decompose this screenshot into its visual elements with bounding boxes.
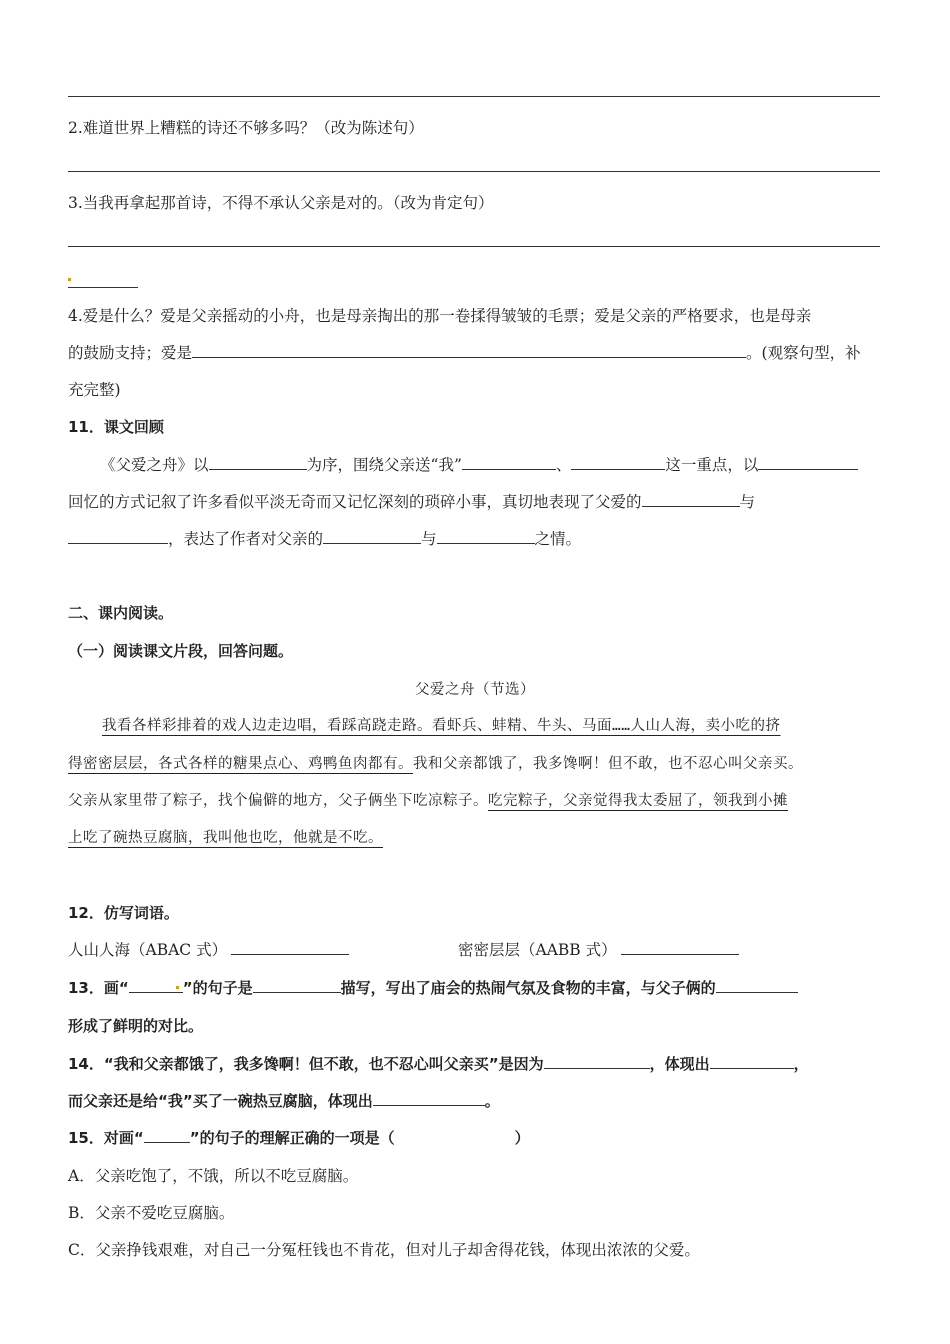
passage-sentence: 父亲从家里带了粽子，找个偏僻的地方，父子俩坐下吃凉粽子。 <box>68 793 488 809</box>
question-3: 3.当我再拿起那首诗，不得不承认父亲是对的。（改为肯定句） <box>68 194 494 212</box>
part-1-heading: （一）阅读课文片段，回答问题。 <box>68 642 294 660</box>
q15-text-c: ） <box>514 1129 530 1147</box>
marker-dot <box>176 986 179 989</box>
passage-underlined-sentence: 得密密层层，各式各样的糖果点心、鸡鸭鱼肉都有。 <box>68 756 413 772</box>
passage-line-2 <box>68 752 803 773</box>
q13-text-a: 13．画“ <box>68 979 129 997</box>
q15-text-b: ”的句子的理解正确的一项是（ <box>189 1129 395 1147</box>
q14-text-b: ，体现出 <box>649 1055 710 1073</box>
q11-text-2: 为序，围绕父亲送“我” <box>306 456 462 474</box>
question-15-title <box>68 1127 530 1148</box>
question-4-line3: 充完整) <box>68 381 121 399</box>
fill-blank[interactable] <box>437 529 535 544</box>
q13-text-b: ”的句子是 <box>182 979 253 997</box>
section-2-heading: 二、课内阅读。 <box>68 604 174 622</box>
question-4-text: 的鼓励支持；爱是 <box>68 344 193 362</box>
q11-text-5: 回忆的方式记叙了许多看似平淡无奇而又记忆深刻的琐碎小事，真切地表现了父爱的 <box>68 493 642 511</box>
question-4-line1: 4.爱是什么？爱是父亲摇动的小舟，也是母亲掏出的那一卷揉得皱皱的毛票；爱是父亲的严格要求，也是母亲 <box>68 307 812 325</box>
q11-text-1: 《父爱之舟》以 <box>100 456 209 474</box>
fill-blank[interactable] <box>758 455 858 470</box>
question-2: 2.难道世界上糟糕的诗还不够多吗？（改为陈述句） <box>68 119 424 137</box>
q13-text-c: 描写，写出了庙会的热闹气氛及食物的丰富，与父子俩的 <box>340 979 716 997</box>
q11-text-3: 、 <box>555 456 572 474</box>
fill-blank[interactable] <box>323 529 421 544</box>
passage-line-3 <box>68 789 788 810</box>
q12-prompt-b: 密密层层（AABB 式） <box>458 941 617 959</box>
fill-blank[interactable] <box>462 455 556 470</box>
question-13-line2: 形成了鲜明的对比。 <box>68 1017 204 1035</box>
question-12-a <box>68 938 349 960</box>
option-b[interactable]: B．父亲不爱吃豆腐脑。 <box>68 1204 235 1222</box>
question-4-hint: 。(观察句型，补 <box>746 344 861 362</box>
q11-text-4: 这一重点，以 <box>665 456 759 474</box>
option-c[interactable]: C．父亲挣钱艰难，对自己一分冤枉钱也不肯花，但对儿子却舍得花钱，体现出浓浓的父爱。 <box>68 1241 700 1259</box>
question-11-line1 <box>100 453 858 475</box>
question-4-line2 <box>68 341 861 363</box>
q15-text-a: 15．对画“ <box>68 1129 144 1147</box>
q11-text-7: ，表达了作者对父亲的 <box>168 530 324 548</box>
fill-blank[interactable] <box>231 940 349 955</box>
question-11-line2 <box>68 490 755 512</box>
fill-blank[interactable] <box>209 455 307 470</box>
fill-blank[interactable] <box>571 455 665 470</box>
answer-line-short <box>68 287 138 288</box>
fill-blank[interactable] <box>68 529 168 544</box>
marker-dot <box>68 278 71 281</box>
answer-line-q3 <box>68 246 880 247</box>
passage-title: 父爱之舟（节选） <box>415 682 535 698</box>
q14-text-a: 14．“我和父亲都饿了，我多馋啊！但不敢，也不忍心叫父亲买”是因为 <box>68 1055 544 1073</box>
question-14-line2 <box>68 1090 500 1111</box>
q11-text-6: 与 <box>739 493 756 511</box>
fill-blank[interactable] <box>710 1054 794 1069</box>
q11-text-8: 与 <box>421 530 437 548</box>
passage-underlined-sentence: 吃完粽子，父亲觉得我太委屈了，领我到小摊 <box>488 793 788 809</box>
underline-sample <box>129 978 183 993</box>
underline-sample <box>144 1128 190 1143</box>
q12-prompt-a: 人山人海（ABAC 式） <box>68 941 228 959</box>
passage-line-4: 上吃了碗热豆腐脑，我叫他也吃，他就是不吃。 <box>68 830 383 846</box>
question-12-title: 12．仿写词语。 <box>68 904 179 922</box>
question-12-b <box>458 938 739 960</box>
fill-blank[interactable] <box>716 978 798 993</box>
fill-blank[interactable] <box>373 1091 485 1106</box>
q14-text-e: 。 <box>484 1092 500 1110</box>
fill-blank[interactable] <box>192 343 746 358</box>
answer-line-q2 <box>68 171 880 172</box>
q14-text-c: ， <box>793 1055 809 1073</box>
q11-text-9: 之情。 <box>534 530 582 548</box>
question-11-line3 <box>68 527 581 549</box>
question-11-title: 11．课文回顾 <box>68 418 164 436</box>
fill-blank[interactable] <box>544 1054 650 1069</box>
passage-sentence: 我和父亲都饿了，我多馋啊！但不敢，也不忍心叫父亲买。 <box>413 756 803 772</box>
passage-line-1: 我看各样彩排着的戏人边走边唱，看踩高跷走路。看虾兵、蚌精、牛头、马面……人山人海，卖小吃的挤 <box>102 718 781 734</box>
answer-line-q1 <box>68 96 880 97</box>
fill-blank[interactable] <box>621 940 739 955</box>
q14-text-d: 而父亲还是给“我”买了一碗热豆腐脑，体现出 <box>68 1092 373 1110</box>
fill-blank[interactable] <box>253 978 341 993</box>
fill-blank[interactable] <box>642 492 740 507</box>
question-14-line1 <box>68 1053 809 1074</box>
option-a[interactable]: A．父亲吃饱了，不饿，所以不吃豆腐脑。 <box>68 1167 359 1185</box>
